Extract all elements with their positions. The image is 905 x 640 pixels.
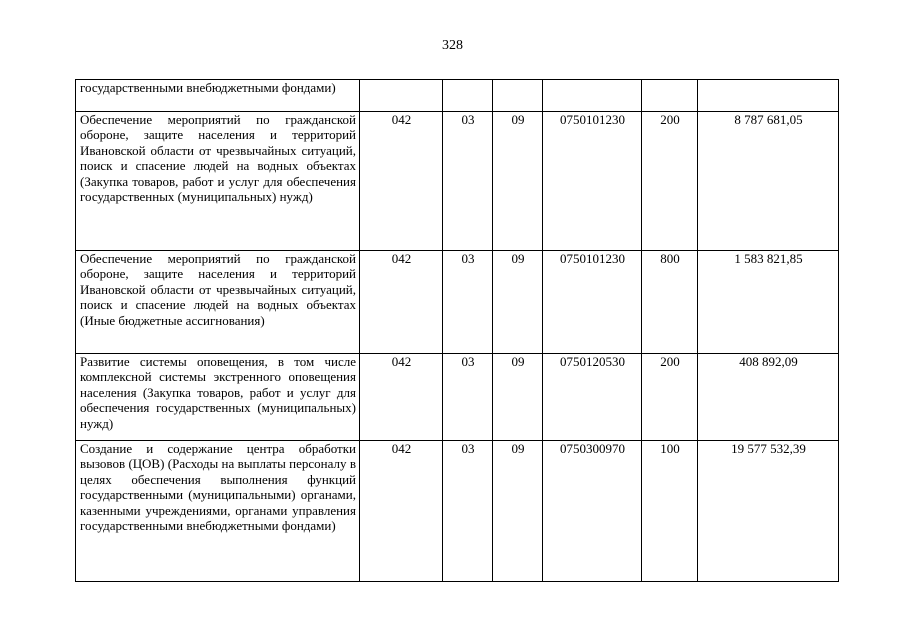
target-article-code-cell: 0750101230 [543,112,642,251]
table-row [76,80,839,112]
page-number: 328 [442,38,463,53]
section-code-cell [443,80,493,112]
main-admin-code-cell: 042 [360,354,443,441]
section-code-cell: 03 [443,441,493,582]
amount-cell: 1 583 821,85 [698,251,839,354]
section-code-cell: 03 [443,112,493,251]
section-code-cell: 03 [443,251,493,354]
main-admin-code-cell [360,80,443,112]
expense-type-code-cell [642,80,698,112]
expense-name-cell: Обеспечение мероприятий по гражданской обороне, защите населения и территорий Ивановской области от чрезвычайных ситуаций, поиск и спасение людей на водных объектах (Закупка товаров, работ и услуг для обеспечения государственных (муниципальных) нужд) [76,112,360,251]
amount-cell: 8 787 681,05 [698,112,839,251]
expense-type-code-cell: 100 [642,441,698,582]
main-admin-code-cell: 042 [360,441,443,582]
expense-name-cell: государственными внебюджетными фондами) [76,80,360,112]
subsection-code-cell [493,80,543,112]
subsection-code-cell: 09 [493,354,543,441]
target-article-code-cell: 0750101230 [543,251,642,354]
target-article-code-cell: 0750300970 [543,441,642,582]
expense-type-code-cell: 200 [642,354,698,441]
subsection-code-cell: 09 [493,251,543,354]
subsection-code-cell: 09 [493,112,543,251]
expense-name-cell: Обеспечение мероприятий по гражданской обороне, защите населения и территорий Ивановской области от чрезвычайных ситуаций, поиск и спасение людей на водных объектах (Иные бюджетные ассигнования) [76,251,360,354]
table-row [76,354,839,441]
table-row [76,112,839,251]
target-article-code-cell: 0750120530 [543,354,642,441]
expense-name-cell: Создание и содержание центра обработки вызовов (ЦОВ) (Расходы на выплаты персоналу в целях обеспечения выполнения функций государственными (муниципальными) органами, казенными учреждениями, органами управления государственными внебюджетными фондами) [76,441,360,582]
table-row [76,441,839,582]
main-admin-code-cell: 042 [360,251,443,354]
main-admin-code-cell: 042 [360,112,443,251]
expense-name-cell: Развитие системы оповещения, в том числе комплексной системы экстренного оповещения населения (Закупка товаров, работ и услуг для обеспечения государственных (муниципальных) нужд) [76,354,360,441]
subsection-code-cell: 09 [493,441,543,582]
section-code-cell: 03 [443,354,493,441]
amount-cell: 19 577 532,39 [698,441,839,582]
table-row [76,251,839,354]
amount-cell: 408 892,09 [698,354,839,441]
expense-type-code-cell: 800 [642,251,698,354]
amount-cell [698,80,839,112]
budget-table [75,79,839,582]
target-article-code-cell [543,80,642,112]
expense-type-code-cell: 200 [642,112,698,251]
